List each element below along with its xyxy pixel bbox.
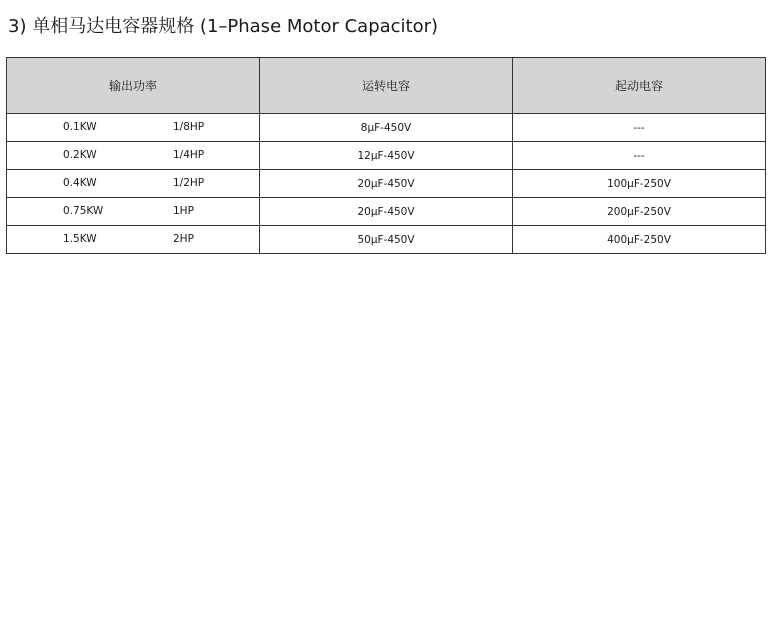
header-start-capacitor: 起动电容 xyxy=(513,58,766,114)
power-kw: 0.2KW xyxy=(63,149,97,161)
output-power-cell xyxy=(7,170,260,198)
power-hp: 1/4HP xyxy=(173,149,205,161)
table-row xyxy=(7,226,766,254)
power-hp: 2HP xyxy=(173,233,194,245)
table-row xyxy=(7,170,766,198)
power-hp: 1/2HP xyxy=(173,177,205,189)
start-capacitor-cell: --- xyxy=(513,114,766,142)
power-hp: 1HP xyxy=(173,205,194,217)
header-output-power: 输出功率 xyxy=(7,58,260,114)
run-capacitor-cell: 8µF-450V xyxy=(260,114,513,142)
table-row xyxy=(7,198,766,226)
run-capacitor-cell: 20µF-450V xyxy=(260,170,513,198)
start-capacitor-cell: 200µF-250V xyxy=(513,198,766,226)
run-capacitor-cell: 20µF-450V xyxy=(260,198,513,226)
table-header-row xyxy=(7,58,766,114)
table-row xyxy=(7,142,766,170)
power-kw: 0.75KW xyxy=(63,205,104,217)
page-title: 3) 单相马达电容器规格 (1–Phase Motor Capacitor) xyxy=(8,16,439,37)
header-run-capacitor: 运转电容 xyxy=(260,58,513,114)
run-capacitor-cell: 50µF-450V xyxy=(260,226,513,254)
power-hp: 1/8HP xyxy=(173,121,205,133)
run-capacitor-cell: 12µF-450V xyxy=(260,142,513,170)
power-kw: 1.5KW xyxy=(63,233,97,245)
output-power-cell xyxy=(7,114,260,142)
start-capacitor-cell: --- xyxy=(513,142,766,170)
start-capacitor-cell: 400µF-250V xyxy=(513,226,766,254)
capacitor-spec-table xyxy=(6,57,766,254)
output-power-cell xyxy=(7,226,260,254)
output-power-cell xyxy=(7,142,260,170)
output-power-cell xyxy=(7,198,260,226)
power-kw: 0.1KW xyxy=(63,121,97,133)
start-capacitor-cell: 100µF-250V xyxy=(513,170,766,198)
power-kw: 0.4KW xyxy=(63,177,97,189)
table-row xyxy=(7,114,766,142)
